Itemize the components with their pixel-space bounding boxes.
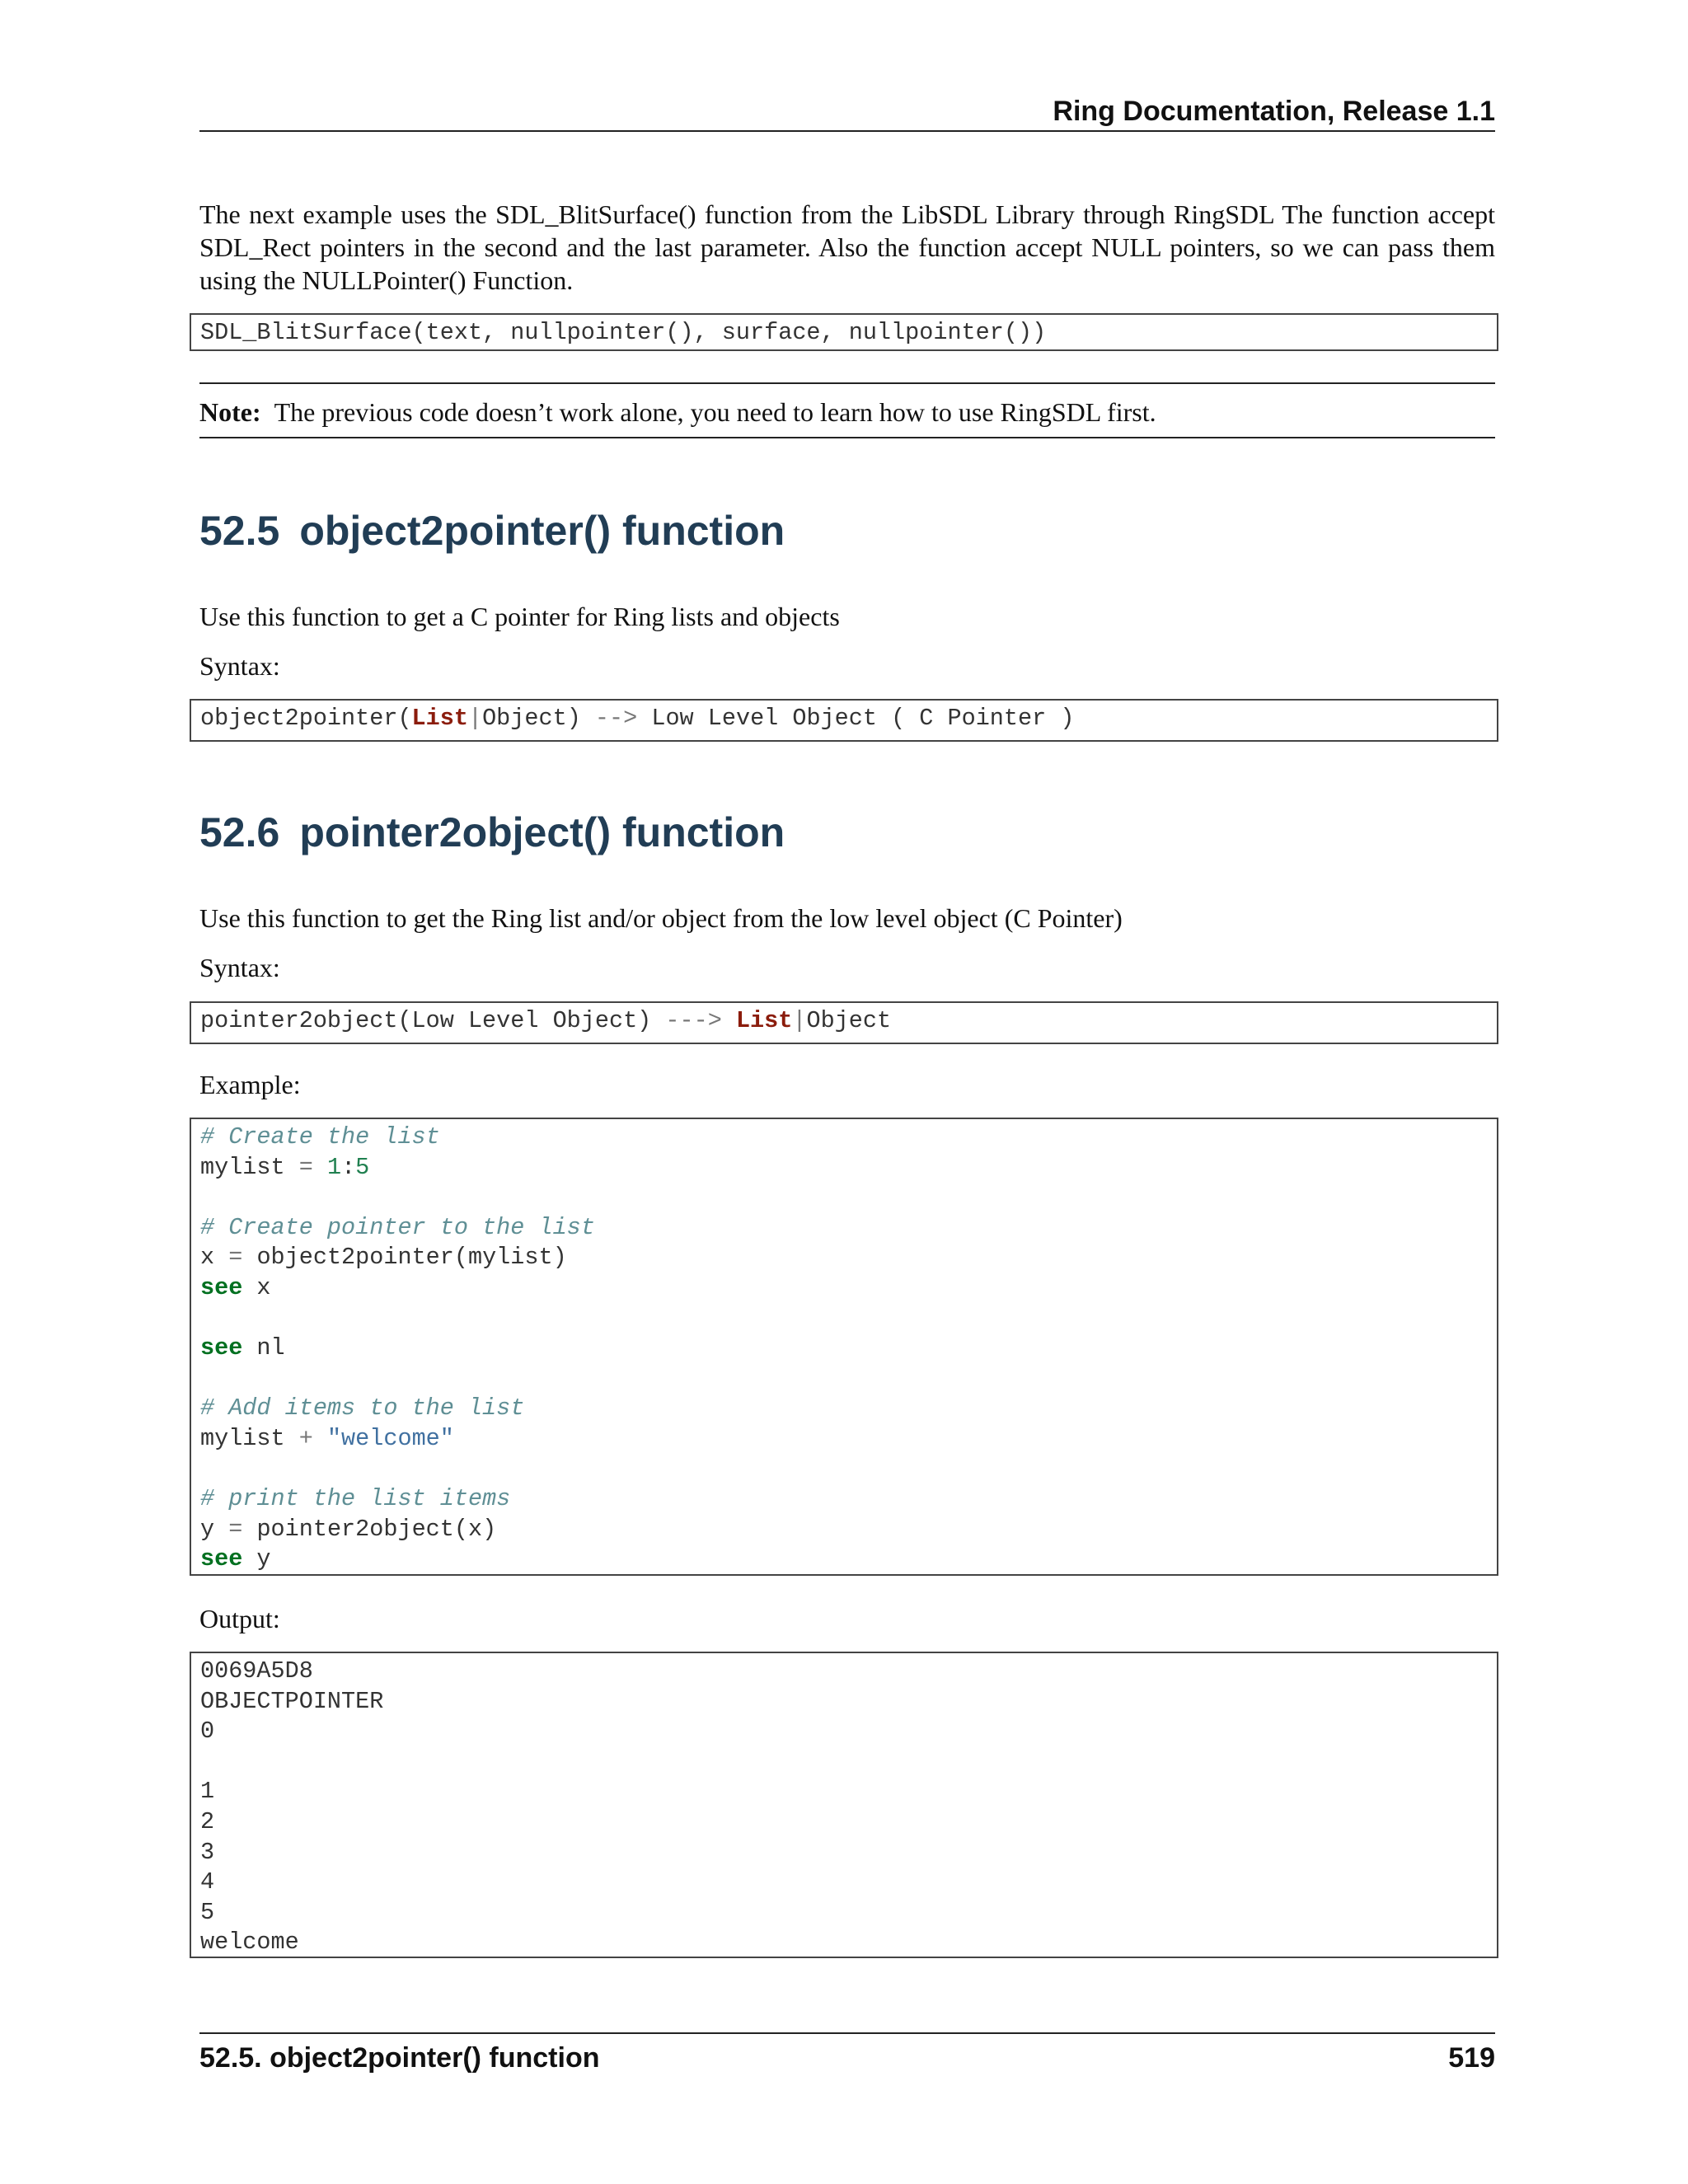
- object2pointer-description: Use this function to get a C pointer for Ring lists and objects: [199, 602, 840, 631]
- code-line: [200, 1484, 1489, 1515]
- code-blank-line: [200, 1364, 1489, 1394]
- code-line: [200, 1515, 1489, 1545]
- code-var: mylist: [200, 1424, 285, 1452]
- intro-paragraph: The next example uses the SDL_BlitSurface() function from the LibSDL Library through RingSDL The function accept SDL_Rect pointers in the second and the last parameter. Also the function accept NULL pointers, so we can pass them using the NULLPointer() Function.: [199, 199, 1495, 295]
- note-bottom-rule: [199, 437, 1495, 438]
- code-operator: =: [228, 1244, 243, 1272]
- code-keyword: see: [200, 1273, 243, 1301]
- code-operator: |: [792, 1007, 807, 1034]
- code-blank-line: [200, 1304, 1489, 1334]
- code-var: x: [200, 1244, 215, 1272]
- code-operator: |: [467, 705, 483, 732]
- output-line: OBJECTPOINTER: [200, 1687, 384, 1715]
- code-keyword: see: [200, 1545, 243, 1573]
- code-comment: # Create pointer to the list: [200, 1213, 595, 1241]
- note-top-rule: [199, 382, 1495, 384]
- example-label: Example:: [199, 1070, 301, 1099]
- pointer2object-description: Use this function to get the Ring list and/or object from the low level object (C Pointer): [199, 903, 1123, 933]
- output-line: 0: [200, 1718, 215, 1746]
- code-operator: --->: [665, 1007, 722, 1034]
- code-line: [200, 1006, 1489, 1037]
- section-title: pointer2object() function: [299, 809, 785, 855]
- output-label: Output:: [199, 1604, 280, 1633]
- syntax-label: Syntax:: [199, 651, 280, 681]
- code-operator: =: [298, 1153, 313, 1181]
- pointer2object-syntax-block: [190, 1001, 1498, 1044]
- code-line: [200, 704, 1489, 734]
- section-number: 52.6: [199, 809, 280, 855]
- output-line: 4: [200, 1868, 215, 1896]
- code-text: Low Level Object ( C Pointer ): [651, 705, 1075, 732]
- running-header: Ring Documentation, Release 1.1: [1053, 96, 1495, 127]
- code-operator: =: [228, 1515, 243, 1543]
- section-heading-52-5: [199, 506, 1495, 555]
- code-keyword: List: [735, 1007, 793, 1034]
- code-number: 5: [355, 1153, 370, 1181]
- code-text: Object: [806, 1007, 892, 1034]
- code-func: pointer2object(Low Level Object): [200, 1007, 652, 1034]
- header-rule: [199, 130, 1495, 132]
- code-text: y: [256, 1545, 271, 1573]
- code-operator: :: [341, 1153, 356, 1181]
- note-label: Note:: [199, 397, 261, 427]
- output-line: 1: [200, 1778, 215, 1806]
- code-text: nl: [256, 1334, 285, 1362]
- output-block: [190, 1652, 1498, 1958]
- code-blank-line: [200, 1455, 1489, 1485]
- example-code-block: [190, 1118, 1498, 1576]
- code-keyword: List: [411, 705, 468, 732]
- code-line: [200, 1544, 1489, 1575]
- output-line: welcome: [200, 1929, 299, 1957]
- output-line: 0069A5D8: [200, 1657, 313, 1685]
- code-blank-line: [200, 1183, 1489, 1213]
- footer-section-title: 52.5. object2pointer() function: [199, 2042, 600, 2074]
- code-var: y: [200, 1515, 215, 1543]
- code-text: pointer2object(x): [256, 1515, 497, 1543]
- code-func: object2pointer(: [200, 705, 412, 732]
- section-number: 52.5: [199, 508, 280, 554]
- syntax-label: Syntax:: [199, 953, 280, 982]
- code-line: [200, 1333, 1489, 1364]
- code-text: Object): [482, 705, 581, 732]
- note-text: The previous code doesn’t work alone, you need to learn how to use RingSDL first.: [274, 397, 1156, 427]
- code-keyword: see: [200, 1334, 243, 1362]
- code-string: "welcome": [326, 1424, 454, 1452]
- code-operator: +: [298, 1424, 313, 1452]
- code-operator: -->: [594, 705, 638, 732]
- output-line: 5: [200, 1898, 215, 1926]
- section-heading-52-6: [199, 808, 1495, 857]
- code-line: [200, 1273, 1489, 1304]
- footer-rule: [199, 2032, 1495, 2034]
- output-line: 2: [200, 1807, 215, 1835]
- note-admonition: [199, 396, 1495, 429]
- code-line: [200, 1122, 1489, 1153]
- code-comment: # Create the list: [200, 1123, 440, 1151]
- code-line: [200, 1243, 1489, 1273]
- code-number: 1: [326, 1153, 342, 1181]
- code-line: [200, 1424, 1489, 1455]
- code-text: x: [256, 1273, 271, 1301]
- code-comment: # Add items to the list: [200, 1394, 525, 1422]
- code-comment: # print the list items: [200, 1485, 511, 1513]
- blitsurface-code-block: [190, 313, 1498, 351]
- code-line: [200, 1213, 1489, 1244]
- code-line: [200, 1153, 1489, 1183]
- code-text: object2pointer(mylist): [256, 1244, 567, 1272]
- output-line: 3: [200, 1838, 215, 1866]
- object2pointer-syntax-block: [190, 699, 1498, 742]
- page-number: 519: [1448, 2042, 1495, 2074]
- section-title: object2pointer() function: [299, 508, 785, 554]
- code-var: mylist: [200, 1153, 285, 1181]
- output-line: [200, 1747, 1489, 1778]
- code-line: [200, 1394, 1489, 1424]
- code-line: SDL_BlitSurface(text, nullpointer(), surface, nullpointer()): [200, 319, 1047, 346]
